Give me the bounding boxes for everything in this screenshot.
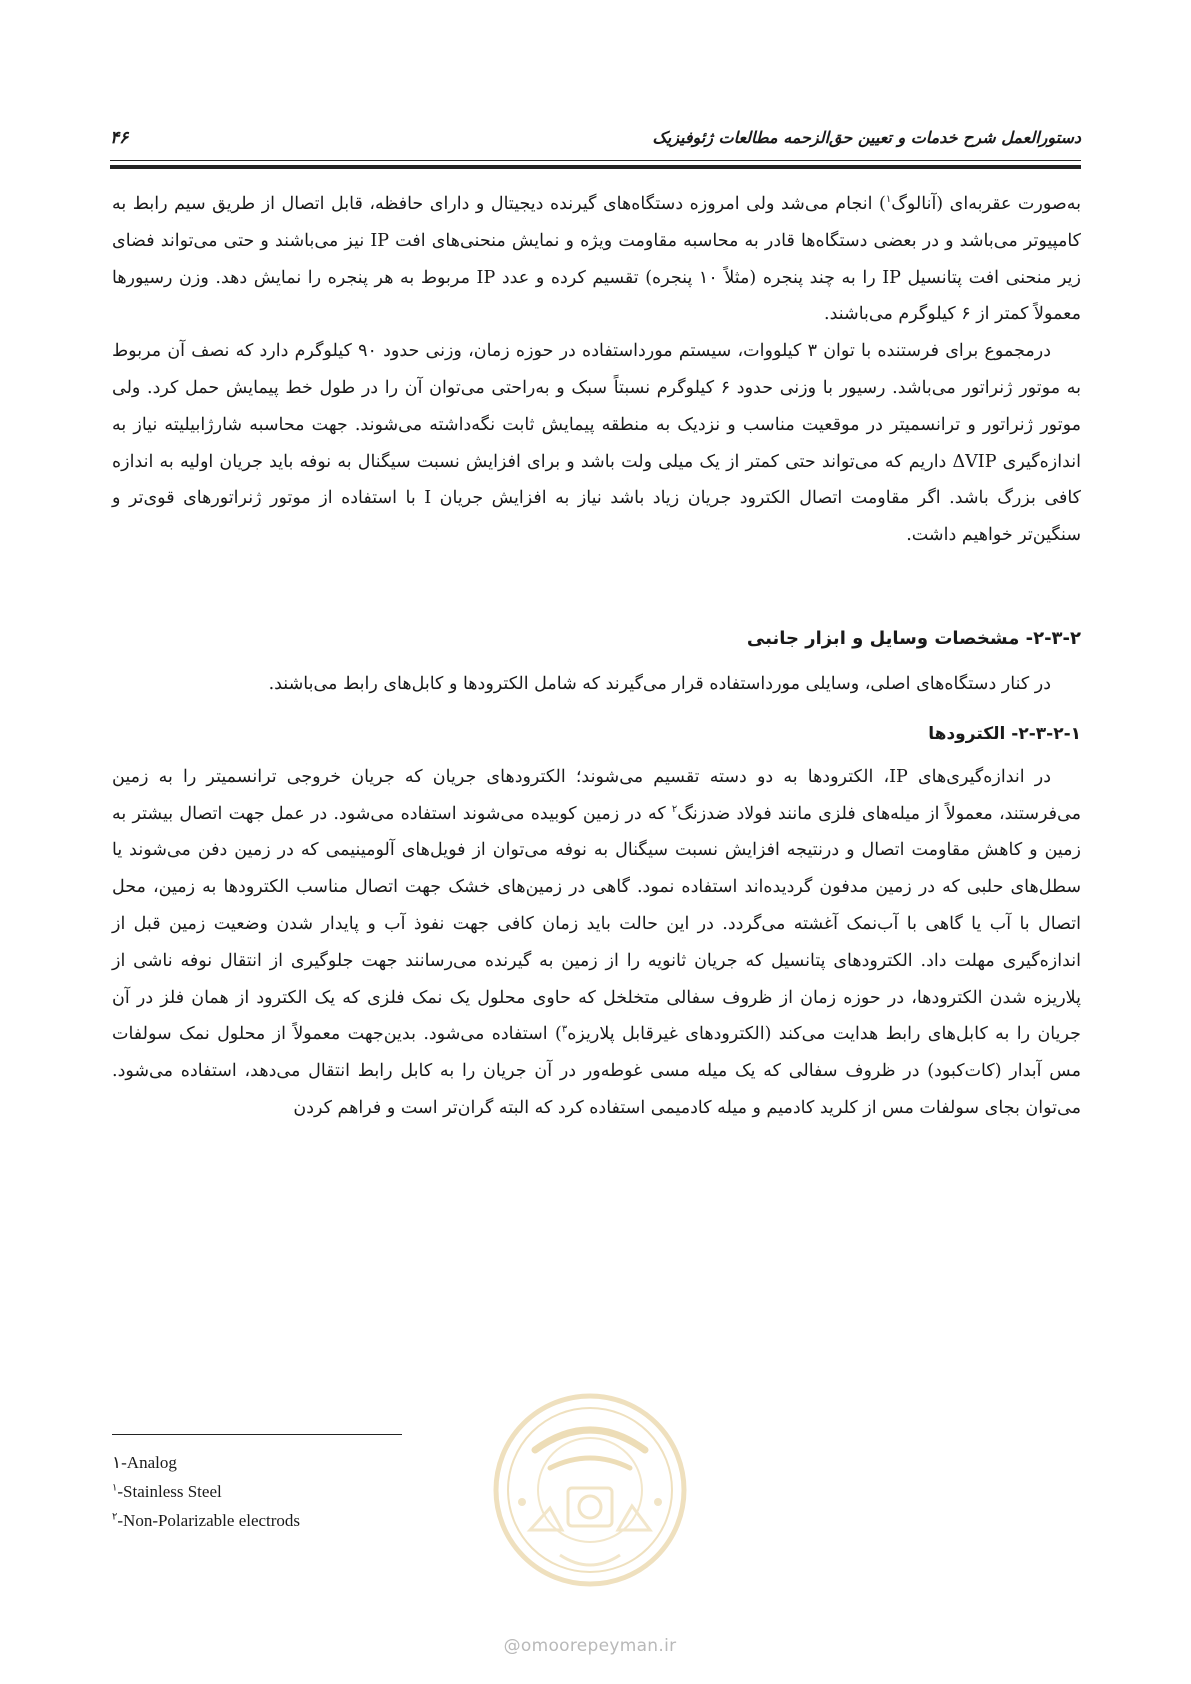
header-rule-thin: [110, 160, 1081, 161]
footnote-ref: ۳: [561, 1024, 568, 1036]
footnote-text: -Stainless Steel: [117, 1482, 222, 1501]
footnote-ref: ۱: [885, 194, 892, 206]
paragraph-3: در کنار دستگاه‌های اصلی، وسایلی مورداستفاده قرار می‌گیرند که شامل الکترودها و کابل‌های رابط می‌باشند.: [268, 673, 1051, 694]
footnotes: [112, 1448, 300, 1535]
header-rule-thick: [110, 165, 1081, 169]
footnote-ref: ۲: [671, 803, 678, 815]
page-body: [112, 186, 1081, 1127]
running-title: دستورالعمل شرح خدمات و تعیین حق‌الزحمه مطالعات ژئوفیزیک: [652, 128, 1081, 147]
footnote-divider: [112, 1434, 402, 1435]
paragraph-text: ) استفاده می‌شود. بدین‌جهت معمولاً از محلول نمک سولفات مس آبدار (کات‌کبود) در ظروف سفالی که یک میله مسی غوطه‌ور در آن جریان را به کابل رابط انتقال می‌دهد، استفاده می‌شود. می‌توان بجای سولفات مس از کلرید کادمیم و میله کادمیمی استفاده کرد که البته گران‌تر است و فراهم کردن: [112, 1024, 1081, 1118]
footnote-mark: ۲: [112, 1511, 118, 1523]
watermark-seal-icon: [490, 1390, 690, 1605]
paragraph-text: ) انجام می‌شد ولی امروزه دستگاه‌های گیرنده دیجیتال و دارای حافظه، قابل اتصال از طریق سیم رابط به کامپیوتر می‌باشد و در بعضی دستگاه‌ها قادر به محاسبه مقاومت ویژه و نمایش منحنی‌های افت IP نیز می‌باشند و حتی می‌تواند فضای زیر منحنی افت پتانسیل IP را به چند پنجره (مثلاً ۱۰ پنجره) تقسیم کرده و عدد IP مربوط به هر پنجره را نمایش دهد. وزن رسیورها معمولاً کمتر از ۶ کیلوگرم می‌باشند.: [112, 194, 1081, 325]
page-header: [110, 128, 1081, 154]
paragraph-4: [112, 759, 1081, 1127]
paragraph-1: [112, 186, 1081, 333]
paragraph-text: که در زمین کوبیده می‌شوند استفاده می‌شود. در عمل جهت اتصال بیشتر به زمین و کاهش مقاومت اتصال و درنتیجه افزایش نسبت سیگنال به نوفه می‌توان از فویل‌های آلومینیمی که در زمین دفن می‌شوند یا سطل‌های حلبی که در زمین مدفون گردیده‌اند استفاده نمود. گاهی در زمین‌های خشک جهت اتصال مناسب الکترودها به زمین، محل اتصال با آب یا گاهی با آب‌نمک آغشته می‌گردد. در این حالت باید زمان کافی جهت نفوذ آب و پایدار شدن وضعیت زمین قبل از اندازه‌گیری مهلت داد. الکترودهای پتانسیل که جریان ثانویه را از زمین به گیرنده می‌رسانند جهت جلوگیری از انتقال نوفه ناشی از پلاریزه شدن الکترودها، در حوزه زمان از ظروف سفالی متخلخل که حاوی محلول یک نمک فلزی که یک الکترود از همان فلز در آن جریان را به کابل‌های رابط هدایت می‌کند (الکترودهای غیرقابل پلاریزه: [112, 803, 1081, 1045]
page-number: ۴۶: [110, 128, 129, 148]
subsection-heading: ۲-۳-۲-۱- الکترودها: [928, 723, 1081, 744]
paragraph-text: به‌صورت عقربه‌ای (آنالوگ: [891, 194, 1081, 214]
footnote-3: [112, 1506, 300, 1535]
footnote-mark: ۱: [112, 1453, 122, 1472]
footnote-1: [112, 1448, 300, 1477]
paragraph-text: در اندازه‌گیری‌های IP، الکترودها به دو دسته تقسیم می‌شوند؛ الکترودهای جریان که جریان خروجی ترانسمیتر را به زمین می‌فرستند، معمولاً از میله‌های فلزی مانند فولاد ضدزنگ: [112, 766, 1081, 824]
footnote-mark: ۱: [112, 1482, 118, 1494]
section-heading: ۲-۳-۲- مشخصات وسایل و ابزار جانبی: [746, 627, 1081, 649]
footnote-text: -Non-Polarizable electrods: [117, 1511, 301, 1530]
footnote-text: -Analog: [121, 1453, 177, 1472]
watermark-url: @omoorepeyman.ir: [503, 1636, 677, 1656]
paragraph-2: درمجموع برای فرستنده با توان ۳ کیلووات، سیستم مورداستفاده در حوزه زمان، وزنی حدود ۹۰ کیلوگرم دارد که نصف آن مربوط به موتور ژنراتور می‌باشد. رسیور با وزنی حدود ۶ کیلوگرم نسبتاً سبک و به‌راحتی می‌توان آن را در طول خط پیمایش حمل کرد. ولی موتور ژنراتور و ترانسمیتر در موقعیت مناسب و نزدیک به منطقه پیمایش ثابت نگه‌داشته می‌شوند. جهت محاسبه شارژابیلیته نیاز به اندازه‌گیری ΔVIP داریم که می‌تواند حتی کمتر از یک میلی ولت باشد و برای افزایش نسبت سیگنال به نوفه باید جریان اولیه به اندازه کافی بزرگ باشد. اگر مقاومت اتصال الکترود جریان زیاد باشد نیاز به افزایش جریان I با استفاده از موتور ژنراتورهای قوی‌تر و سنگین‌تر خواهیم داشت.: [112, 341, 1081, 546]
footnote-2: [112, 1477, 300, 1506]
